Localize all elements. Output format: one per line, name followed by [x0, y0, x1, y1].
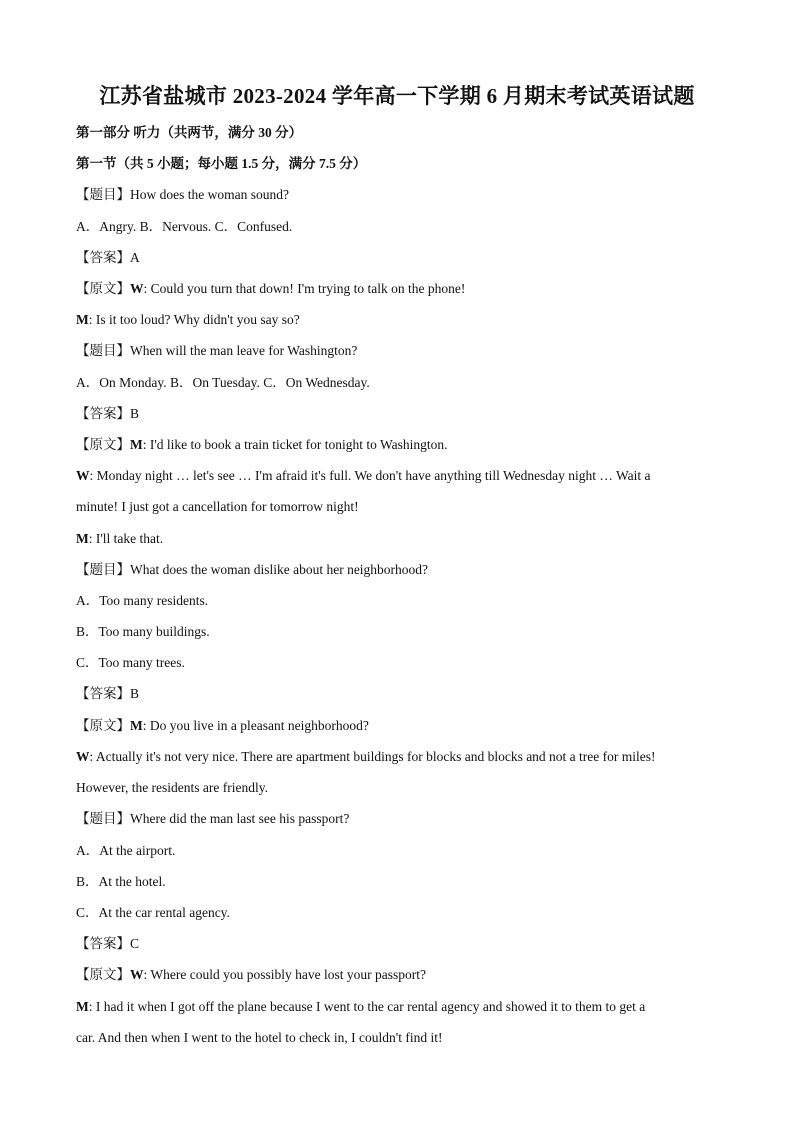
- question-2-answer: 【答案】B: [76, 406, 140, 421]
- transcript-tag: 【原文】: [76, 281, 130, 296]
- speaker-label: M: [76, 531, 89, 546]
- question-3: 【题目】What does the woman dislike about her neighborhood?: [76, 562, 429, 577]
- question-2-options: A．On Monday. B．On Tuesday. C．On Wednesday.: [76, 375, 370, 390]
- transcript-text: : Could you turn that down! I'm trying to talk on the phone!: [143, 281, 466, 296]
- document-title: 江苏省盐城市 2023-2024 学年高一下学期 6 月期末考试英语试题: [99, 84, 695, 108]
- transcript-text: : I had it when I got off the plane because I went to the car rental agency and showed it to them to get a: [88, 999, 646, 1014]
- question-4-transcript-line-2: [76, 998, 645, 1016]
- question-3-option-c: C．Too many trees.: [76, 655, 185, 670]
- transcript-text: : Where could you possibly have lost your passport?: [143, 967, 426, 982]
- speaker-label: W: [76, 468, 90, 483]
- question-1: 【题目】How does the woman sound?: [76, 187, 289, 202]
- speaker-label: M: [130, 718, 143, 733]
- question-3-option-b: B．Too many buildings.: [76, 624, 210, 639]
- question-2-transcript-line-3: minute! I just got a cancellation for tomorrow night!: [76, 499, 359, 514]
- question-3-option-a: A．Too many residents.: [76, 593, 209, 608]
- transcript-tag: 【原文】: [76, 967, 130, 982]
- transcript-text: : Actually it's not very nice. There are apartment buildings for blocks and blocks and not a tree for miles!: [89, 749, 656, 764]
- question-4-option-b: B．At the hotel.: [76, 874, 166, 889]
- speaker-label: W: [130, 967, 144, 982]
- transcript-text: : I'll take that.: [88, 531, 164, 546]
- question-3-transcript-line-2: [76, 748, 656, 766]
- section-heading: 第一节（共 5 小题；每小题 1.5 分，满分 7.5 分）: [76, 156, 367, 171]
- transcript-tag: 【原文】: [76, 718, 130, 733]
- speaker-label: W: [76, 749, 90, 764]
- question-1-answer: 【答案】A: [76, 250, 140, 265]
- question-2-transcript-line-4: [76, 530, 163, 548]
- question-4-answer: 【答案】C: [76, 936, 140, 951]
- question-1-transcript: [76, 280, 465, 298]
- transcript-text: : Do you live in a pleasant neighborhood?: [142, 718, 369, 733]
- question-4-transcript: [76, 966, 426, 984]
- speaker-label: W: [130, 281, 144, 296]
- speaker-label: M: [76, 999, 89, 1014]
- question-2: 【题目】When will the man leave for Washington?: [76, 343, 358, 358]
- question-1-options: A．Angry. B．Nervous. C．Confused.: [76, 219, 293, 234]
- transcript-text: : Monday night … let's see … I'm afraid it's full. We don't have anything till Wednesday night … Wait a: [89, 468, 651, 483]
- question-1-transcript-line-2: [76, 311, 300, 329]
- question-4: 【题目】Where did the man last see his passport?: [76, 811, 350, 826]
- transcript-tag: 【原文】: [76, 437, 130, 452]
- speaker-label: M: [76, 312, 89, 327]
- question-4-transcript-line-3: car. And then when I went to the hotel to check in, I couldn't find it!: [76, 1030, 443, 1045]
- question-3-transcript: [76, 717, 369, 735]
- part-heading: 第一部分 听力（共两节，满分 30 分）: [76, 125, 303, 140]
- question-4-option-a: A．At the airport.: [76, 843, 176, 858]
- question-2-transcript-line-2: [76, 467, 651, 485]
- question-3-answer: 【答案】B: [76, 686, 140, 701]
- transcript-text: : I'd like to book a train ticket for tonight to Washington.: [142, 437, 448, 452]
- speaker-label: M: [130, 437, 143, 452]
- question-2-transcript: [76, 436, 448, 454]
- question-4-option-c: C．At the car rental agency.: [76, 905, 230, 920]
- transcript-text: : Is it too loud? Why didn't you say so?: [88, 312, 300, 327]
- question-3-transcript-line-3: However, the residents are friendly.: [76, 780, 269, 795]
